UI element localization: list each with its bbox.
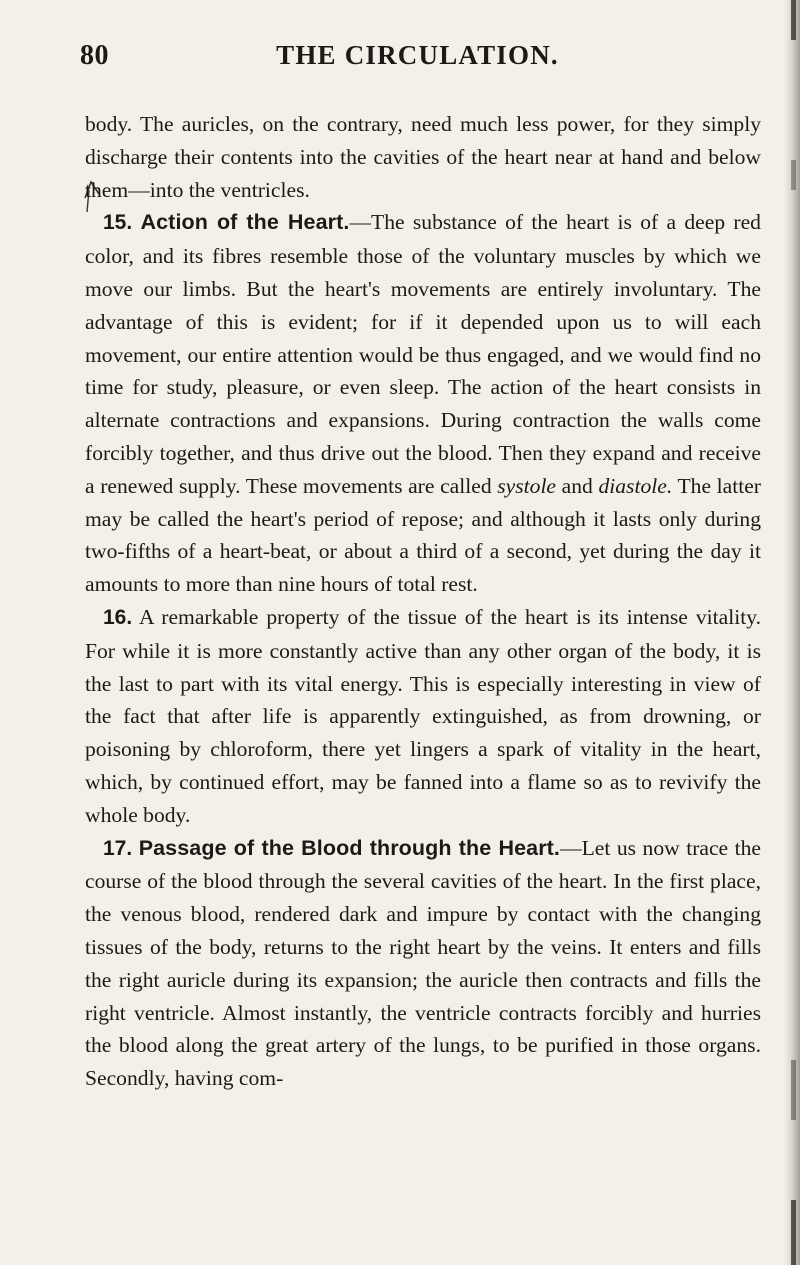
section-15-number: 15. (103, 211, 133, 235)
section-15-text-a: —The substance of the heart is of a deep red color, and its fibres resemble those of the voluntary muscles by which we move our limbs. But the heart's movements are entirely involuntary. The advantage of this is evident; for if it depended upon us to will each movement, our entire attention would be thus engaged, and we would find no time for study, pleasure, or even sleep. The action of the heart consists in alternate contractions and expansions. During contraction the walls come forcibly together, and thus drive out the blood. Then they expand and receive a renewed supply. These movements are called (85, 210, 761, 498)
body-text (85, 108, 761, 1095)
section-17-number: 17. (103, 836, 133, 860)
section-16-number: 16. (103, 605, 133, 629)
edge-mark (791, 0, 796, 40)
edge-mark (791, 160, 796, 190)
term-diastole: diastole. (598, 473, 673, 498)
section-17 (85, 832, 761, 1095)
edge-mark (791, 1060, 796, 1120)
section-16-text: A remarkable property of the tissue of the heart is its intense vitality. For while it is more constantly active than any other organ of the body, it is the last to part with its vital energy. This is especially interesting in view of the fact that after life is apparently extinguished, as from drowning, or poisoning by chloroform, there yet lingers a spark of vitality in the heart, which, by continued effort, may be fanned into a flame so as to revivify the whole body. (85, 604, 761, 827)
edge-mark (791, 1200, 796, 1265)
section-17-title: Passage of the Blood through the Heart. (138, 835, 560, 860)
running-head: THE CIRCULATION. (276, 40, 559, 70)
section-15-title: Action of the Heart. (140, 210, 350, 235)
section-15 (85, 206, 761, 601)
section-15-text-b: and (556, 473, 599, 498)
page-number: 80 (80, 40, 109, 71)
section-15-text-c: The latter may be called the heart's period of repose; and although it lasts only during two-fifths of a heart-beat, or about a third of a second, yet during the day it amounts to more than nine hours of total rest. (85, 473, 762, 597)
section-17-text: —Let us now trace the course of the blood through the several cavities of the heart. In the first place, the venous blood, rendered dark and impure by contact with the changing tissues of the body, returns to the right heart by the veins. It enters and fills the right auricle during its expansion; the auricle then contracts and fills the right ventricle. Almost instantly, the ventricle contracts forcibly and hurries the blood along the great artery of the lungs, to be purified in those organs. Secondly, having com- (85, 835, 761, 1091)
term-systole: systole (497, 473, 557, 498)
paragraph-continuation: body. The auricles, on the contrary, need much less power, for they simply discharge their contents into the cavities of the heart near at hand and below them—into the ventricles. (85, 112, 761, 202)
page-header (80, 40, 755, 80)
section-16 (85, 601, 761, 832)
